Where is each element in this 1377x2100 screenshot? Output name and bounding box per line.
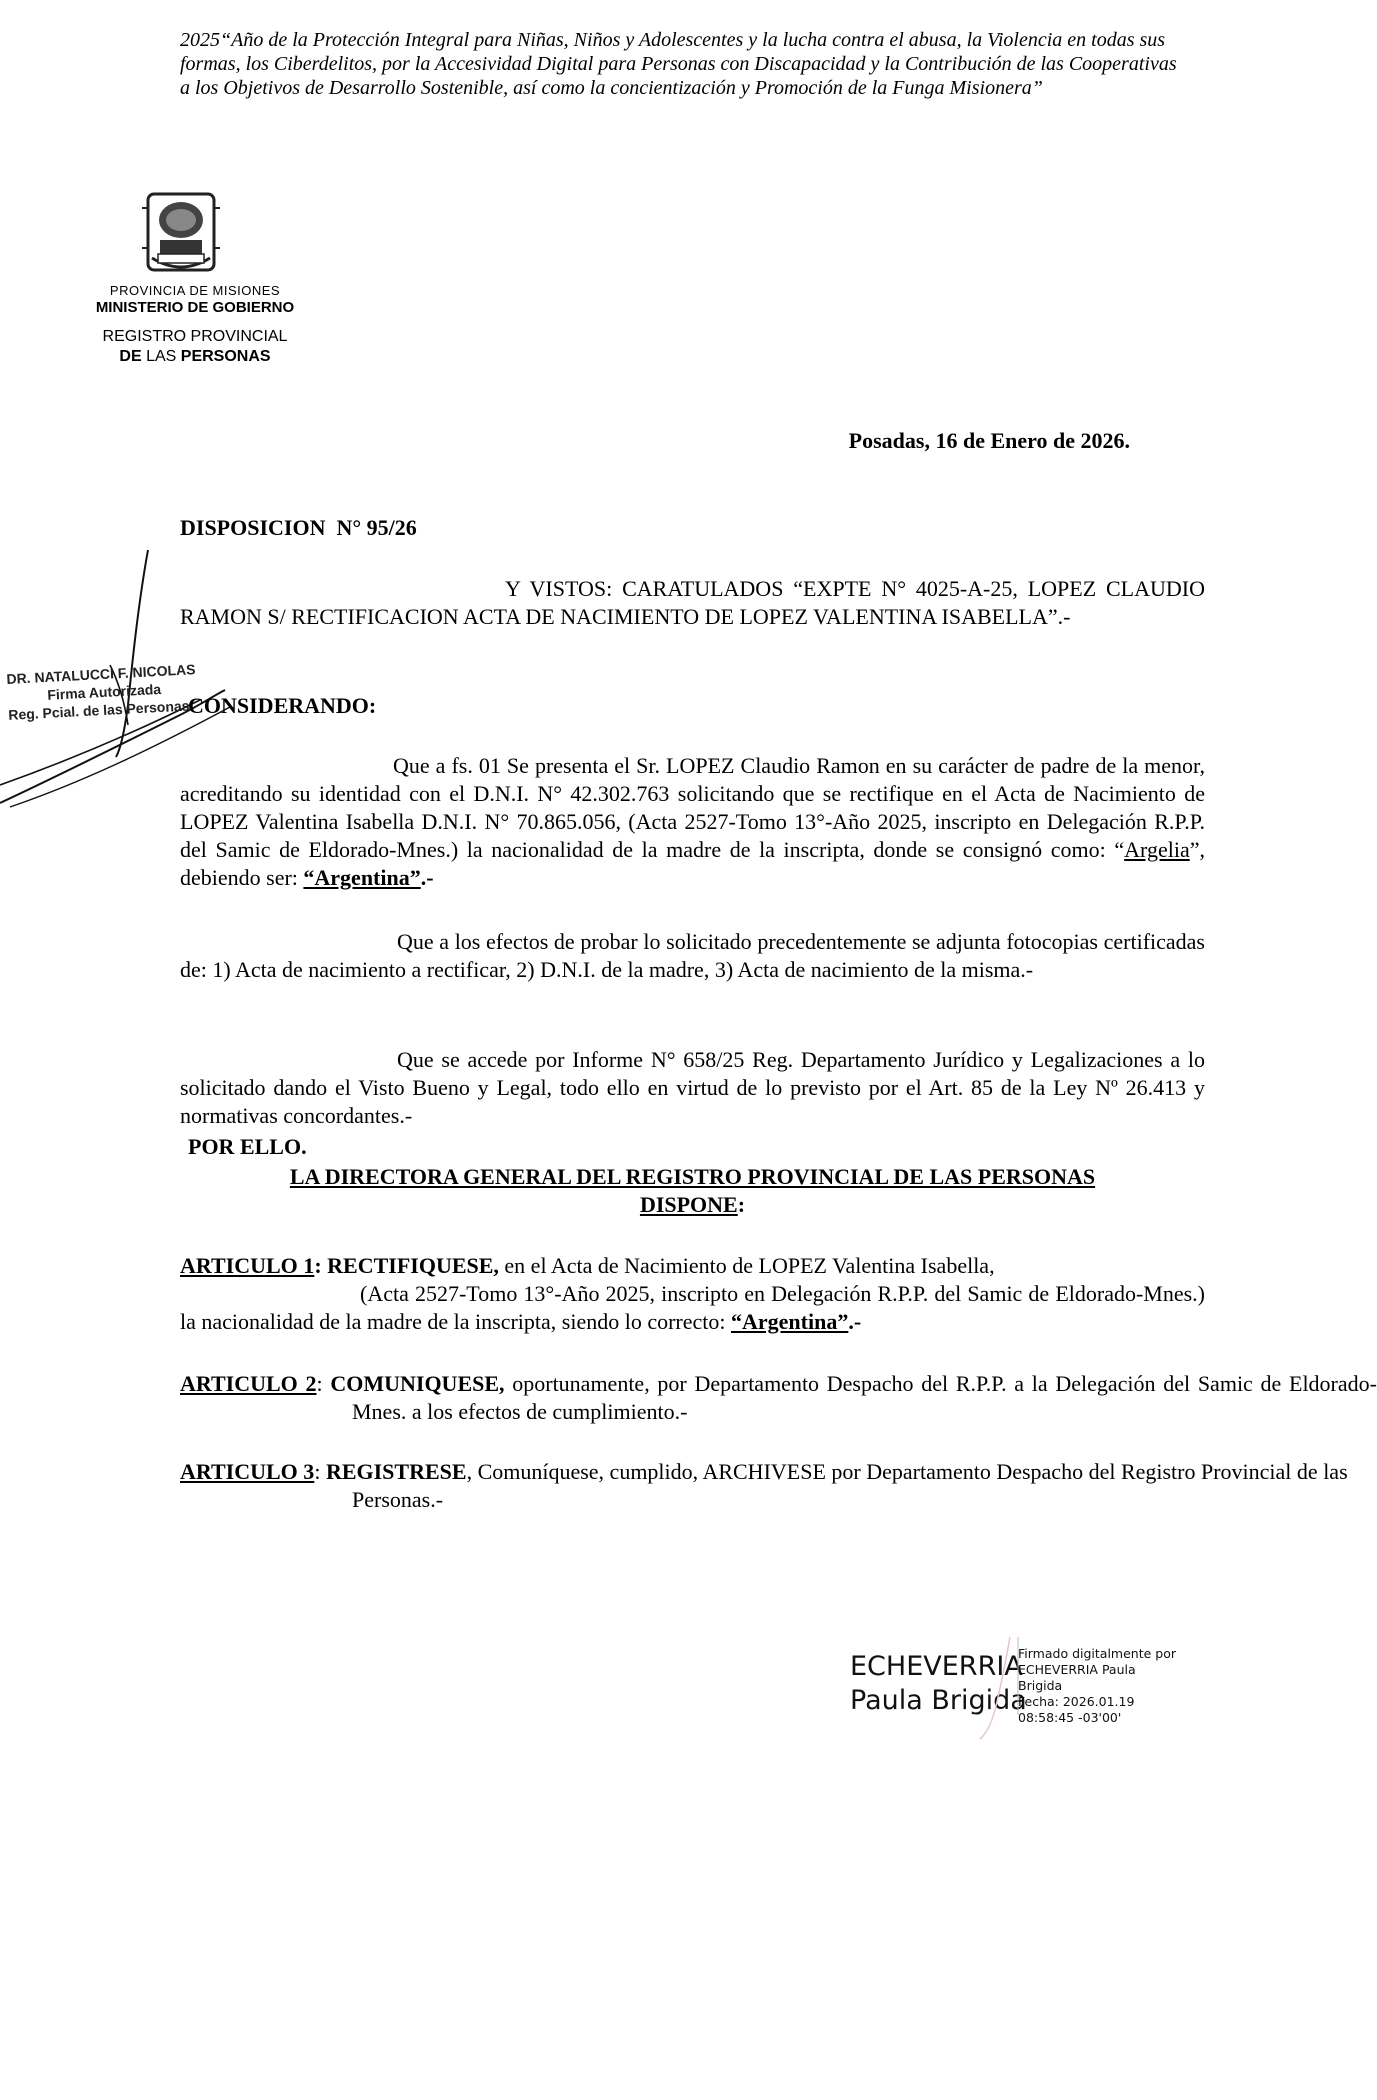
digital-signature-info: Firmado digitalmente por ECHEVERRIA Paula Brigida Fecha: 2026.01.19 08:58:45 -03'00' <box>1018 1646 1176 1725</box>
por-ello-heading: POR ELLO. <box>188 1134 307 1159</box>
document-date: Posadas, 16 de Enero de 2026. <box>848 428 1130 453</box>
article-1-label: ARTICULO 1 <box>180 1253 315 1278</box>
vistos-paragraph: Y VISTOS: CARATULADOS “EXPTE N° 4025-A-25, LOPEZ CLAUDIO RAMON S/ RECTIFICACION ACTA DE NACIMIENTO DE LOPEZ VALENTINA ISABELLA”.- <box>180 576 1205 629</box>
header-motto: 2025“Año de la Protección Integral para Niñas, Niños y Adolescentes y la lucha contra el abusa, la Violencia en todas sus formas, los Ciberdelitos, por la Accesividad Digital para Personas con Discapacidad y la Contribución de las Cooperativas a los Objetivos de Desarrollo Sostenible, así como la concientización y Promoción de la Funga Misionera” <box>180 29 1177 99</box>
stamp-office: Reg. Pcial. de las Personas <box>7 697 190 723</box>
digital-signature-name: ECHEVERRIA Paula Brigida <box>850 1651 1027 1716</box>
directora-heading <box>180 1163 1205 1219</box>
article-2-label: ARTICULO 2 <box>180 1371 317 1396</box>
dispone-line: DISPONE: <box>639 1192 746 1217</box>
considerando-paragraph-2: Que a los efectos de probar lo solicitado precedentemente se adjunta fotocopias certificadas de: 1) Acta de nacimiento a rectificar, 2) D.N.I. de la madre, 3) Acta de nacimiento de la misma.- <box>180 929 1205 982</box>
correct-nationality: “Argentina” <box>303 865 421 890</box>
article-3-label: ARTICULO 3 <box>180 1459 315 1484</box>
disposition-title: DISPOSICION N° 95/26 <box>180 515 417 540</box>
org-registry-line1: REGISTRO PROVINCIAL <box>102 328 288 345</box>
article-1: ARTICULO 1: RECTIFIQUESE, en el Acta de Nacimiento de LOPEZ Valentina Isabella, (Acta 2527-Tomo 13°-Año 2025, inscripto en Delegación R.P.P. del Samic de Eldorado-Mnes.) la nacionalidad de la madre de la inscripta, siendo lo correcto: “Argentina”.- <box>180 1253 1205 1334</box>
org-province: PROVINCIA DE MISIONES <box>109 283 281 298</box>
stamp-role: Firma Autorizada <box>46 680 162 703</box>
considerando-paragraph-1: Que a fs. 01 Se presenta el Sr. LOPEZ Claudio Ramon en su carácter de padre de la menor, acreditando su identidad con el D.N.I. N° 42.302.763 solicitando que se rectifique en el Acta de Nacimiento de LOPEZ Valentina Isabella D.N.I. N° 70.865.056, (Acta 2527-Tomo 13°-Año 2025, inscripto en Delegación R.P.P. del Samic de Eldorado-Mnes.) la nacionalidad de la madre de la inscripta, donde se consignó como: “Argelia”, debiendo ser: “Argentina”.- <box>180 753 1205 890</box>
digital-signature-mark <box>955 1635 1025 1740</box>
considerando-heading: CONSIDERANDO: <box>188 693 377 718</box>
directora-line: LA DIRECTORA GENERAL DEL REGISTRO PROVINCIAL DE LAS PERSONAS <box>289 1164 1096 1189</box>
org-registry-line2: DE LAS PERSONAS <box>119 348 271 365</box>
provincial-crest-icon <box>140 188 222 276</box>
wrong-nationality: Argelia <box>1124 837 1190 862</box>
article-2: ARTICULO 2: COMUNIQUESE, oportunamente, por Departamento Despacho del R.P.P. a la Delegación del Samic de Eldorado-Mnes. a los efectos de cumplimiento.- <box>180 1371 1377 1424</box>
stamp-name: DR. NATALUCCI F. NICOLAS <box>6 661 196 687</box>
org-ministry: MINISTERIO DE GOBIERNO <box>95 299 295 316</box>
considerando-paragraph-3: Que se accede por Informe N° 658/25 Reg. Departamento Jurídico y Legalizaciones a lo solicitado dando el Visto Bueno y Legal, todo ello en virtud de lo previsto por el Art. 85 de la Ley Nº 26.413 y normativas concordantes.- <box>180 1047 1205 1128</box>
article-3: ARTICULO 3: REGISTRESE, Comuníquese, cumplido, ARCHIVESE por Departamento Despacho del Registro Provincial de las Personas.- <box>180 1459 1348 1512</box>
